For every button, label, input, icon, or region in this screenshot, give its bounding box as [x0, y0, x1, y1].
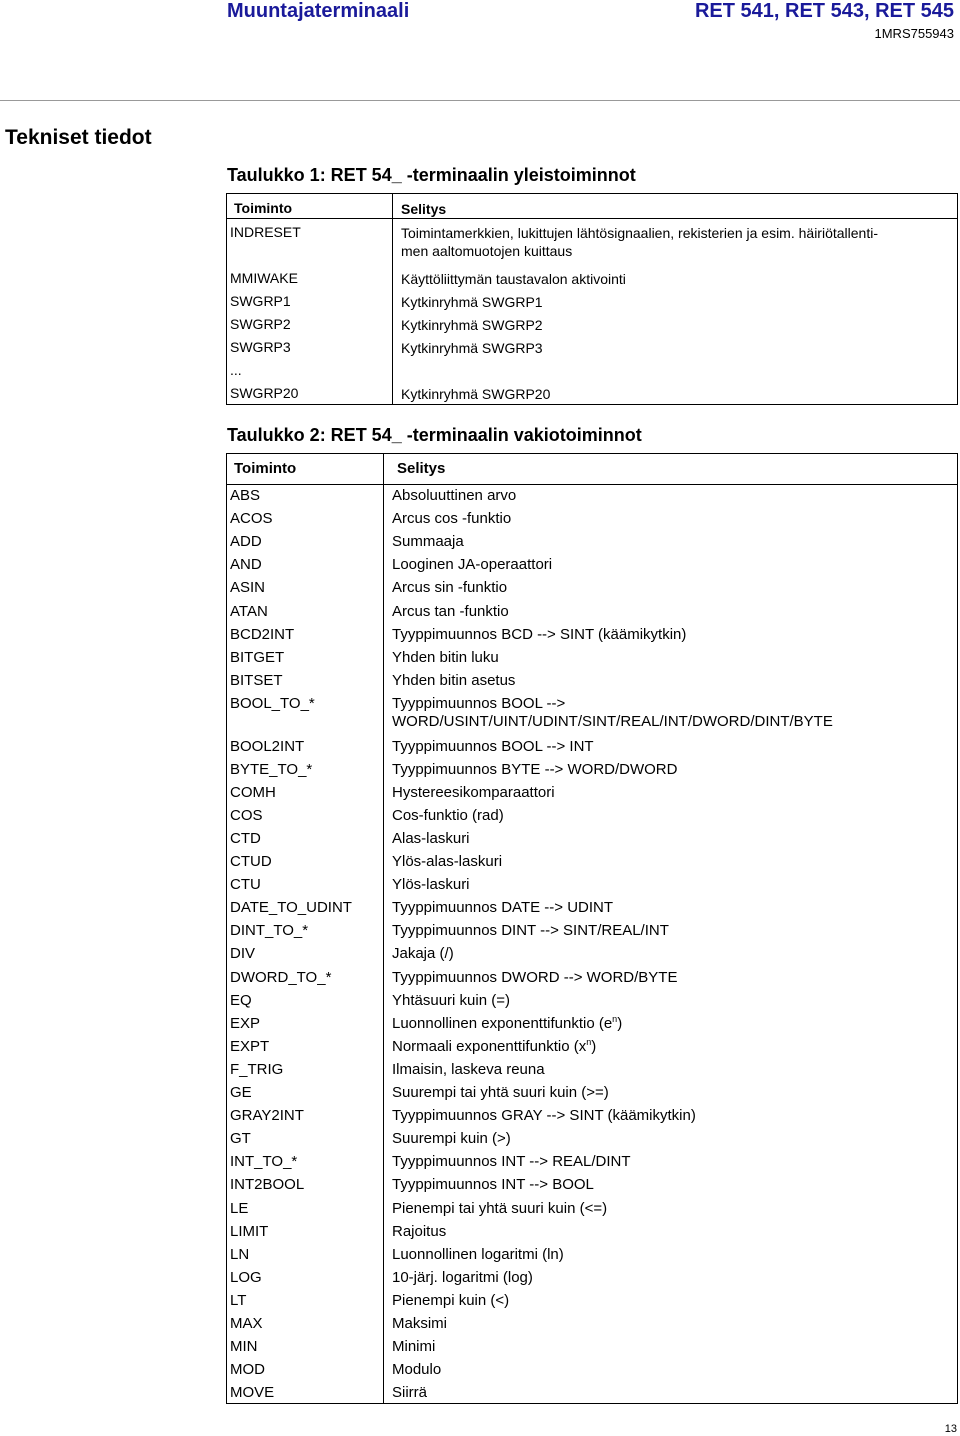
function-description: [392, 1246, 564, 1263]
description-text: Minimi: [392, 1338, 436, 1356]
description-text: Summaaja: [392, 533, 464, 551]
description-text: Tyyppimuunnos INT --> BOOL: [392, 1176, 594, 1194]
function-name: ASIN: [230, 579, 266, 597]
function-description: [392, 695, 833, 730]
description-text: Modulo: [392, 1361, 442, 1379]
description-text: Tyyppimuunnos DATE --> UDINT: [392, 899, 614, 917]
function-description: [392, 1200, 607, 1217]
description-text: Looginen JA-operaattori: [392, 556, 553, 574]
description-text: Tyyppimuunnos BOOL --> INT: [392, 737, 594, 755]
function-description: [392, 899, 613, 916]
function-description: [392, 556, 552, 573]
function-description: [392, 1292, 509, 1309]
function-description: [392, 1338, 435, 1355]
table1-caption: Taulukko 1: RET 54_ -terminaalin yleistoiminnot: [227, 165, 636, 185]
function-description: [401, 224, 951, 260]
description-text: Ylös-alas-laskuri: [392, 853, 503, 870]
function-description: [392, 1107, 696, 1124]
function-description: [392, 853, 502, 870]
description-text: Yhtäsuuri kuin (=): [392, 991, 510, 1009]
function-description: [392, 1130, 511, 1147]
description-text: Yhden bitin asetus: [392, 671, 516, 689]
function-description: [392, 1176, 594, 1193]
function-description: [392, 1015, 622, 1032]
function-description: [392, 603, 509, 620]
function-name: BITGET: [230, 648, 285, 666]
function-name: EQ: [230, 991, 252, 1009]
header-product-title: RET 541, RET 543, RET 545: [694, 0, 954, 22]
function-name: SWGRP3: [230, 339, 291, 355]
superscript: n: [612, 1013, 618, 1024]
function-name: CTD: [230, 829, 261, 847]
function-name: GRAY2INT: [230, 1107, 304, 1125]
function-name: ATAN: [230, 602, 268, 620]
function-description: [392, 945, 454, 962]
table2-col1-header: Toiminto: [234, 460, 297, 477]
function-name: SWGRP20: [230, 385, 299, 401]
function-name: BOOL_TO_*: [230, 694, 315, 712]
description-text: Ylös-laskuri: [392, 876, 470, 894]
function-description: [392, 1361, 441, 1378]
description-text: Pienempi kuin (<): [392, 1291, 510, 1309]
function-description: [392, 1315, 447, 1332]
description-text: Tyyppimuunnos INT --> REAL/DINT: [392, 1153, 631, 1171]
description-text: Suurempi tai yhtä suuri kuin (>=): [392, 1084, 609, 1101]
function-name: MOVE: [230, 1384, 275, 1402]
function-name: INDRESET: [230, 224, 301, 240]
description-line: men aaltomuotojen kuittaus: [401, 243, 573, 259]
table2-header-divider: [227, 484, 957, 485]
function-name: DIV: [230, 945, 256, 963]
function-description: [392, 738, 594, 755]
function-name: DWORD_TO_*: [230, 968, 332, 986]
description-text: Luonnollinen logaritmi (ln): [392, 1245, 564, 1263]
function-description: [392, 626, 686, 643]
page-number: 13: [944, 1423, 957, 1435]
description-text: Siirrä: [392, 1384, 428, 1402]
description-text: 10-järj. logaritmi (log): [392, 1268, 533, 1286]
description-text: Absoluuttinen arvo: [392, 487, 517, 504]
description-text: Yhden bitin luku: [392, 648, 499, 666]
superscript: n: [586, 1036, 592, 1047]
description-text: Maksimi: [392, 1315, 447, 1332]
section-title: Tekniset tiedot: [5, 126, 152, 149]
function-name: BOOL2INT: [230, 737, 305, 755]
function-name: COS: [230, 806, 263, 824]
function-name: ACOS: [230, 510, 273, 528]
header-document-title: Muuntajaterminaali: [227, 0, 410, 22]
table1-header-divider: [227, 218, 957, 219]
function-name: GT: [230, 1130, 251, 1148]
description-text: Arcus sin -funktio: [392, 579, 508, 597]
table1-column-divider: [392, 194, 393, 404]
table2: [226, 453, 958, 1404]
header-document-id: 1MRS755943: [874, 26, 954, 41]
description-text: Tyyppimuunnos BCD --> SINT (käämikytkin): [392, 625, 687, 643]
description-line: WORD/USINT/UINT/UDINT/SINT/REAL/INT/DWORD/DINT/BYTE: [392, 712, 833, 730]
description-text: Jakaja (/): [392, 945, 454, 963]
description-text: Tyyppimuunnos DWORD --> WORD/BYTE: [392, 968, 678, 986]
function-name: MOD: [230, 1361, 265, 1379]
description-text: Arcus tan -funktio: [392, 602, 509, 620]
function-description: Kytkinryhmä SWGRP2: [401, 317, 543, 333]
function-name: INT_TO_*: [230, 1153, 298, 1171]
description-text: Luonnollinen exponenttifunktio (e: [392, 1014, 613, 1032]
function-description: [392, 1153, 631, 1170]
function-description: Kytkinryhmä SWGRP3: [401, 340, 543, 356]
description-text: Tyyppimuunnos BYTE --> WORD/DWORD: [392, 760, 678, 778]
table1-col2-header: Selitys: [401, 201, 447, 217]
function-description: [392, 761, 677, 778]
function-description: [392, 579, 507, 596]
function-description: [392, 1038, 596, 1055]
function-description: [392, 510, 511, 527]
function-description: [392, 992, 510, 1009]
function-name: ABS: [230, 487, 261, 504]
function-description: [392, 876, 470, 893]
function-description: [392, 1061, 545, 1078]
description-text: Hystereesikomparaattori: [392, 783, 555, 801]
function-name: DATE_TO_UDINT: [230, 899, 352, 917]
function-name: EXP: [230, 1014, 261, 1032]
description-text: Alas-laskuri: [392, 829, 470, 847]
function-description: [392, 807, 504, 824]
header-divider: [0, 100, 960, 101]
table2-col2-header: Selitys: [397, 460, 446, 477]
function-name: EXPT: [230, 1037, 270, 1055]
function-name: SWGRP2: [230, 316, 291, 332]
description-line: Toimintamerkkien, lukittujen lähtösignaalien, rekisterien ja esim. häiriötallenti-: [401, 225, 878, 241]
function-description: [392, 672, 515, 689]
description-text: Ilmaisin, laskeva reuna: [392, 1060, 545, 1078]
function-name: ...: [230, 362, 242, 378]
function-name: GE: [230, 1084, 252, 1101]
description-text: Normaali exponenttifunktio (x: [392, 1037, 587, 1055]
description-text: Pienempi tai yhtä suuri kuin (<=): [392, 1199, 608, 1217]
function-name: LT: [230, 1291, 247, 1309]
function-name: MAX: [230, 1315, 263, 1332]
function-description: Kytkinryhmä SWGRP20: [401, 386, 551, 402]
function-description: [392, 1269, 533, 1286]
function-name: BYTE_TO_*: [230, 760, 313, 778]
function-description: Kytkinryhmä SWGRP1: [401, 294, 543, 310]
function-name: CTU: [230, 876, 261, 894]
description-text: Arcus cos -funktio: [392, 510, 512, 528]
description-text: Rajoitus: [392, 1222, 447, 1240]
function-description: [392, 969, 677, 986]
function-name: LE: [230, 1199, 249, 1217]
function-description: [392, 487, 516, 504]
function-name: LOG: [230, 1268, 262, 1286]
function-description: [392, 1384, 427, 1401]
function-name: LIMIT: [230, 1222, 269, 1240]
description-text: Tyyppimuunnos GRAY --> SINT (käämikytkin): [392, 1107, 696, 1125]
table2-caption: Taulukko 2: RET 54_ -terminaalin vakiotoiminnot: [227, 425, 642, 445]
function-description: [392, 1223, 446, 1240]
function-name: BITSET: [230, 671, 283, 689]
function-description: [392, 830, 470, 847]
table2-column-divider: [383, 454, 384, 1403]
function-name: COMH: [230, 783, 276, 801]
function-name: ADD: [230, 533, 262, 551]
table1: [226, 193, 958, 405]
function-name: SWGRP1: [230, 293, 291, 309]
function-description: [392, 649, 499, 666]
function-name: F_TRIG: [230, 1060, 284, 1078]
function-name: LN: [230, 1245, 250, 1263]
function-name: BCD2INT: [230, 625, 295, 643]
function-name: DINT_TO_*: [230, 922, 309, 940]
description-suffix: ): [591, 1037, 597, 1055]
function-name: CTUD: [230, 853, 272, 870]
function-name: MIN: [230, 1338, 258, 1356]
function-description: [392, 533, 464, 550]
description-suffix: ): [617, 1014, 623, 1032]
function-name: AND: [230, 556, 262, 574]
function-description: [392, 784, 555, 801]
description-text: Tyyppimuunnos DINT --> SINT/REAL/INT: [392, 922, 669, 940]
description-text: Tyyppimuunnos BOOL -->: [392, 694, 566, 712]
function-description: [392, 922, 669, 939]
description-text: Cos-funktio (rad): [392, 806, 504, 824]
table1-col1-header: Toiminto: [234, 200, 293, 216]
function-name: MMIWAKE: [230, 270, 298, 286]
function-description: [392, 1084, 609, 1101]
function-description: Käyttöliittymän taustavalon aktivointi: [401, 271, 626, 287]
function-name: INT2BOOL: [230, 1176, 305, 1194]
description-text: Suurempi kuin (>): [392, 1130, 511, 1148]
